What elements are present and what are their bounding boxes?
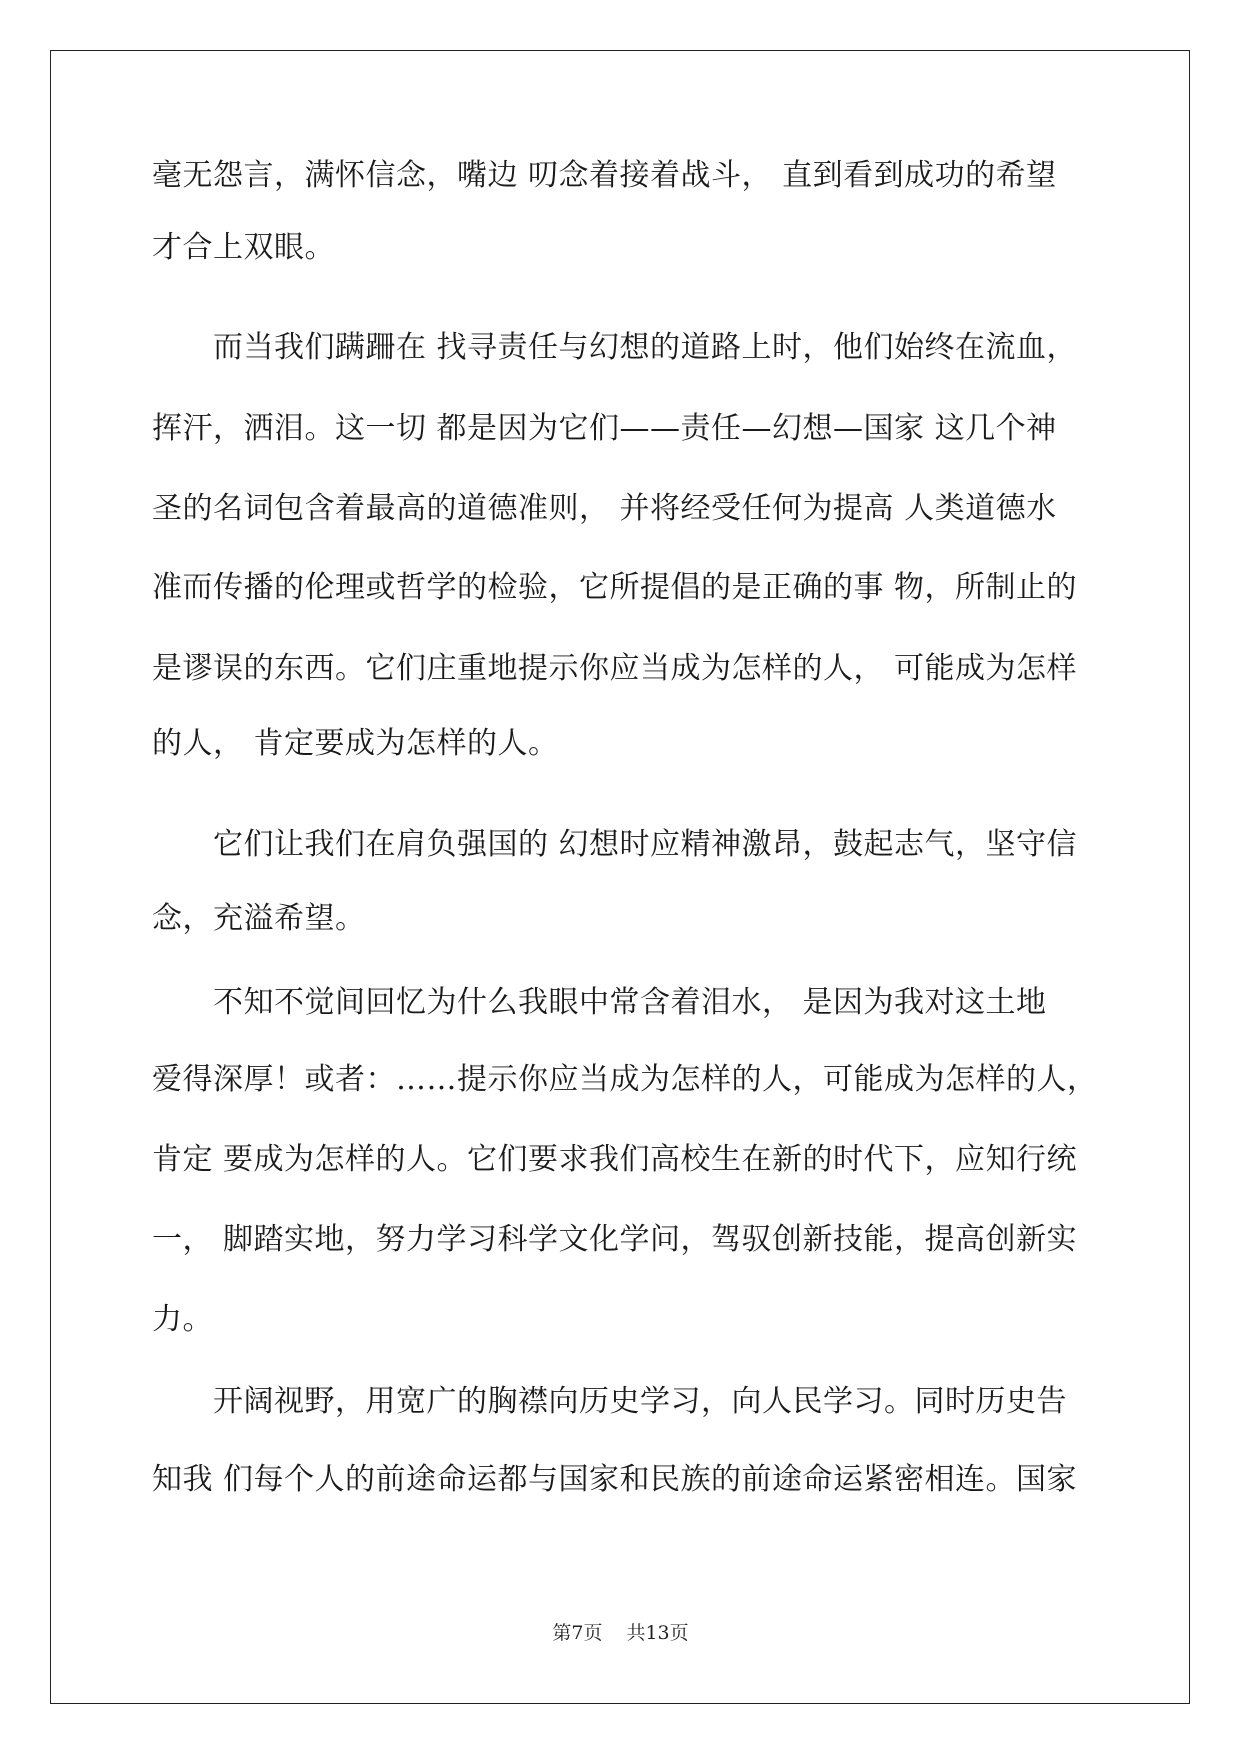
text-line: 力。	[152, 1302, 213, 1337]
text-line: 是谬误的东西。它们庄重地提示你应当成为怎样的人， 可能成为怎样	[152, 651, 1078, 686]
text-line: 肯定 要成为怎样的人。它们要求我们高校生在新的时代下，应知行统	[152, 1142, 1078, 1177]
page-footer	[0, 1621, 1241, 1645]
text-line: 的人， 肯定要成为怎样的人。	[152, 726, 559, 761]
text-line: 爱得深厚！或者：……提示你应当成为怎样的人，可能成为怎样的人，	[152, 1062, 1098, 1097]
page-border	[50, 50, 1190, 1704]
text-line: 一， 脚踏实地，努力学习科学文化学问，驾驭创新技能，提高创新实	[152, 1222, 1078, 1257]
text-line: 念，充溢希望。	[152, 901, 366, 936]
page-total: 共13页	[626, 1622, 689, 1644]
text-line: 圣的名词包含着最高的道德准则， 并将经受任何为提高 人类道德水	[152, 491, 1057, 526]
text-line: 挥汗，洒泪。这一切 都是因为它们——责任—幻想—国家 这几个神	[152, 411, 1057, 446]
text-line: 知我 们每个人的前途命运都与国家和民族的前途命运紧密相连。国家	[152, 1462, 1078, 1497]
text-line: 才合上双眼。	[152, 230, 335, 265]
text-line: 毫无怨言，满怀信念，嘴边 叨念着接着战斗， 直到看到成功的希望	[152, 158, 1057, 193]
text-line: 不知不觉间回忆为什么我眼中常含着泪水， 是因为我对这土地	[152, 985, 1047, 1020]
page-number: 第7页	[552, 1622, 603, 1644]
text-line: 开阔视野，用宽广的胸襟向历史学习，向人民学习。同时历史告	[152, 1384, 1067, 1419]
text-line: 而当我们蹒跚在 找寻责任与幻想的道路上时，他们始终在流血，	[152, 330, 1078, 365]
text-line: 准而传播的伦理或哲学的检验，它所提倡的是正确的事 物，所制止的	[152, 570, 1078, 605]
text-line: 它们让我们在肩负强国的 幻想时应精神激昂，鼓起志气，坚守信	[152, 827, 1078, 862]
